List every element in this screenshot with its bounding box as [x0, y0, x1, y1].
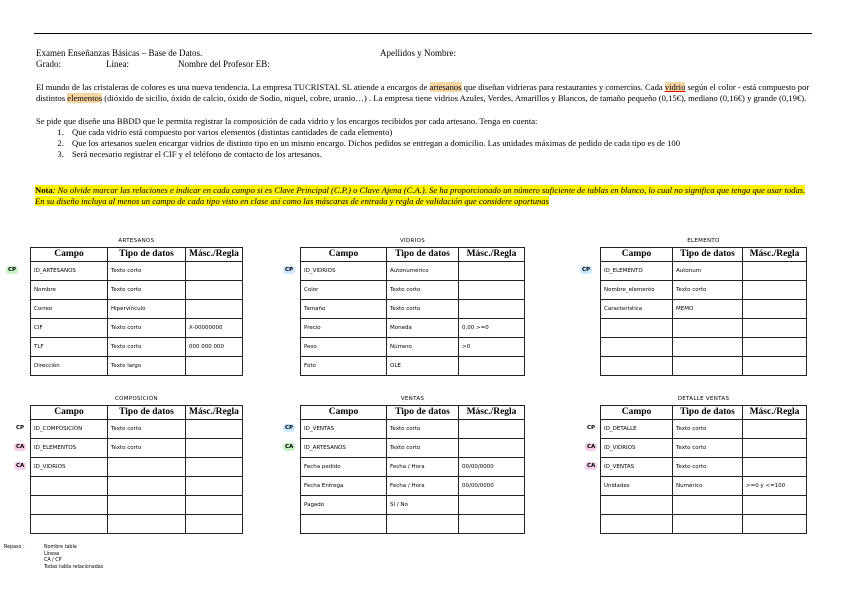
cell-masc[interactable]: [186, 419, 243, 438]
key-marker: CA: [587, 444, 596, 450]
top-rule: [34, 33, 812, 34]
column-header-masc: Másc./Regla: [186, 247, 243, 261]
cell-masc[interactable]: [459, 419, 525, 438]
cell-tipo[interactable]: Texto corto: [108, 261, 186, 280]
requirement-item: 3. Será necesario registrar el CIF y el teléfono de contacto de los artesanos.: [66, 149, 826, 160]
intro-paragraph: El mundo de las cristaleras de colores es una nueva tendencia. La empresa TUCRISTAL SL atiende a encargos de artesanos que diseñan vidrieras para restaurantes y comercios. Cada vidrio según el color - está compuesto por distintos elementos (dióxido de sicilio, óxido de calcio, óxido de Sodio, niquel, cobre, uranio…) . La empresa tiene vidrios Azules, Verdes, Amarillos y Blancos, de tamaño pequeño (0,15€), mediano (0,16€) y grande (0,19€).: [36, 82, 810, 103]
cell-campo[interactable]: CIF: [31, 318, 108, 337]
cell-tipo[interactable]: [673, 356, 743, 375]
cell-tipo[interactable]: Texto corto: [387, 419, 459, 438]
cell-tipo[interactable]: Texto corto: [108, 419, 186, 438]
cell-masc[interactable]: [186, 495, 243, 514]
requirement-item: 2. Que los artesanos suelen encargar vidrios de distinto tipo en un mismo encargo. Dichos pedidos se entregan a domicilio. Las unidades máximas de pedido de cada tipo es de 100: [66, 138, 826, 149]
cell-masc[interactable]: [743, 337, 807, 356]
exam-title: Examen Enseñanzas Básicas – Base de Datos.: [36, 48, 203, 58]
key-marker: CA: [587, 463, 596, 469]
table-row: [601, 261, 807, 280]
table-row: [601, 438, 807, 457]
cell-campo[interactable]: Color: [301, 280, 387, 299]
cell-campo[interactable]: [601, 514, 673, 533]
cell-campo[interactable]: Unidades: [601, 476, 673, 495]
cell-masc[interactable]: [186, 280, 243, 299]
highlight-elementos: elementos: [67, 92, 103, 103]
cell-masc[interactable]: [459, 514, 525, 533]
key-marker: CA: [285, 444, 294, 450]
column-header-tipo: Tipo de datos: [108, 247, 186, 261]
cell-tipo[interactable]: [673, 514, 743, 533]
table-title: VENTAS: [301, 394, 525, 405]
table-row: [31, 318, 243, 337]
column-header-campo: Campo: [301, 405, 387, 419]
table-row: [301, 495, 525, 514]
cell-masc[interactable]: >0: [459, 337, 525, 356]
table-row: [31, 514, 243, 533]
cell-campo[interactable]: Precio: [301, 318, 387, 337]
table-row: [301, 280, 525, 299]
table-row: [301, 476, 525, 495]
cell-campo[interactable]: Foto: [301, 356, 387, 375]
cell-campo[interactable]: ID_COMPOSICIÓN: [31, 419, 108, 438]
cell-masc[interactable]: [186, 457, 243, 476]
cell-masc[interactable]: [459, 299, 525, 318]
cell-masc[interactable]: X-00000000: [186, 318, 243, 337]
task-paragraph: Se pide que diseñe una BBDD que le permita registrar la composición de cada vidrio y los encargos recibidos por cada artesano. Tenga en cuenta:: [36, 116, 538, 126]
key-marker: CA: [16, 463, 25, 469]
cell-tipo[interactable]: [387, 514, 459, 533]
table-row: [601, 318, 807, 337]
column-header-tipo: Tipo de datos: [387, 247, 459, 261]
column-header-tipo: Tipo de datos: [387, 405, 459, 419]
column-header-tipo: Tipo de datos: [673, 405, 743, 419]
table-row: [601, 299, 807, 318]
table-row: [31, 495, 243, 514]
cell-masc[interactable]: [186, 476, 243, 495]
cell-campo[interactable]: [601, 318, 673, 337]
cell-masc[interactable]: [743, 356, 807, 375]
cell-masc[interactable]: [459, 356, 525, 375]
table-row: [31, 419, 243, 438]
nota-block: [35, 185, 815, 207]
cell-masc[interactable]: [186, 356, 243, 375]
table-row: [31, 457, 243, 476]
key-marker: CP: [285, 425, 294, 431]
cell-campo[interactable]: ID_ELEMENTO: [601, 261, 673, 280]
cell-tipo[interactable]: Texto corto: [108, 318, 186, 337]
cell-campo[interactable]: ID_VENTAS: [301, 419, 387, 438]
cell-tipo[interactable]: Texto largo: [108, 356, 186, 375]
table-title: VIDRIOS: [301, 236, 525, 247]
key-marker: CP: [587, 425, 596, 431]
cell-campo[interactable]: Fecha pedido: [301, 457, 387, 476]
table-ventas: [300, 394, 525, 534]
column-header-masc: Másc./Regla: [459, 405, 525, 419]
cell-campo[interactable]: Tamaño: [301, 299, 387, 318]
cell-masc[interactable]: [743, 514, 807, 533]
cell-masc[interactable]: [743, 438, 807, 457]
cell-campo[interactable]: Peso: [301, 337, 387, 356]
table-artesanos: [30, 236, 243, 376]
cell-campo[interactable]: Nombre: [31, 280, 108, 299]
table-elemento: [600, 236, 807, 376]
column-header-masc: Másc./Regla: [186, 405, 243, 419]
table-row: [601, 457, 807, 476]
cell-masc[interactable]: [186, 438, 243, 457]
table-row: [301, 457, 525, 476]
highlight-vidrio: vidrio: [664, 82, 686, 92]
cell-tipo[interactable]: Texto corto: [108, 337, 186, 356]
column-header-tipo: Tipo de datos: [673, 247, 743, 261]
cell-tipo[interactable]: Texto corto: [673, 457, 743, 476]
key-marker: CP: [16, 425, 25, 431]
cell-masc[interactable]: [743, 419, 807, 438]
cell-campo[interactable]: [31, 476, 108, 495]
key-marker: CP: [582, 267, 591, 273]
cell-tipo[interactable]: [673, 318, 743, 337]
column-header-masc: Másc./Regla: [743, 247, 807, 261]
cell-masc[interactable]: [743, 280, 807, 299]
table-title: ELEMENTO: [601, 236, 807, 247]
cell-tipo[interactable]: Autonum: [673, 261, 743, 280]
cell-tipo[interactable]: Sí / No: [387, 495, 459, 514]
cell-tipo[interactable]: Texto corto: [387, 280, 459, 299]
profesor-label: Nombre del Profesor EB:: [178, 59, 270, 69]
cell-masc[interactable]: [459, 261, 525, 280]
key-marker: CA: [16, 444, 25, 450]
table-row: [31, 280, 243, 299]
cell-masc[interactable]: [743, 299, 807, 318]
cell-masc[interactable]: [743, 495, 807, 514]
cell-masc[interactable]: [459, 495, 525, 514]
cell-tipo[interactable]: Fecha / Hora: [387, 476, 459, 495]
cell-campo[interactable]: ID_VIDRIOS: [601, 438, 673, 457]
repaso-notes: Nombre tabla Líneas CA / CP Todas tabla relacionadas: [44, 545, 104, 570]
cell-tipo[interactable]: OLE: [387, 356, 459, 375]
table-row: [31, 299, 243, 318]
table-row: [31, 356, 243, 375]
cell-masc[interactable]: 000 000 000: [186, 337, 243, 356]
cell-tipo[interactable]: Texto corto: [108, 280, 186, 299]
cell-tipo[interactable]: Fecha / Hora: [387, 457, 459, 476]
cell-tipo[interactable]: Moneda: [387, 318, 459, 337]
cell-tipo[interactable]: [673, 495, 743, 514]
cell-campo[interactable]: ID_ARTESANOS: [301, 438, 387, 457]
cell-campo[interactable]: ID_VENTAS: [601, 457, 673, 476]
table-title: DETALLE VENTAS: [601, 394, 807, 405]
cell-campo[interactable]: ID_VIDRIOS: [301, 261, 387, 280]
column-header-campo: Campo: [601, 247, 673, 261]
cell-tipo[interactable]: [108, 457, 186, 476]
table-row: [301, 318, 525, 337]
column-header-tipo: Tipo de datos: [108, 405, 186, 419]
table-row: [601, 280, 807, 299]
key-marker: CP: [8, 267, 17, 273]
cell-campo[interactable]: ID_VIDRIOS: [31, 457, 108, 476]
cell-tipo[interactable]: Texto corto: [108, 438, 186, 457]
column-header-masc: Másc./Regla: [743, 405, 807, 419]
cell-campo[interactable]: Fecha Entrega: [301, 476, 387, 495]
cell-campo[interactable]: Correo: [31, 299, 108, 318]
cell-masc[interactable]: >=0 y <=100: [743, 476, 807, 495]
nota-label: Nota: [35, 185, 53, 195]
table-row: [301, 356, 525, 375]
column-header-campo: Campo: [31, 405, 108, 419]
cell-tipo[interactable]: [108, 514, 186, 533]
table-vidrios: [300, 236, 525, 376]
cell-masc[interactable]: [186, 299, 243, 318]
cell-tipo[interactable]: [108, 476, 186, 495]
cell-campo[interactable]: [601, 356, 673, 375]
cell-tipo[interactable]: [108, 495, 186, 514]
cell-tipo[interactable]: Texto corto: [673, 438, 743, 457]
column-header-masc: Másc./Regla: [459, 247, 525, 261]
requirement-item: 1. Que cada vidrio está compuesto por varios elementos (distintas cantidades de cada elemento): [66, 127, 826, 138]
table-row: [601, 495, 807, 514]
column-header-campo: Campo: [301, 247, 387, 261]
table-row: [301, 299, 525, 318]
cell-tipo[interactable]: MEMO: [673, 299, 743, 318]
cell-masc[interactable]: [743, 261, 807, 280]
cell-campo[interactable]: [601, 495, 673, 514]
cell-masc[interactable]: [186, 514, 243, 533]
cell-tipo[interactable]: Numérico: [673, 476, 743, 495]
grado-label: Grado:: [36, 59, 61, 69]
cell-tipo[interactable]: Texto corto: [387, 299, 459, 318]
cell-campo[interactable]: [301, 514, 387, 533]
table-row: [301, 419, 525, 438]
table-row: [31, 438, 243, 457]
linea-label: Línea:: [106, 59, 129, 69]
table-row: [301, 261, 525, 280]
cell-campo[interactable]: TLF: [31, 337, 108, 356]
cell-tipo[interactable]: Número: [387, 337, 459, 356]
table-row: [301, 337, 525, 356]
cell-masc[interactable]: [186, 261, 243, 280]
nota-text: : No olvide marcar las relaciones e indicar en cada campo si es Clave Principal (C.P.) o Clave Ajena (C.A.). Se ha proporcionado un número suficiente de tablas en blanco, lo cual no significa que tenga que usar todas. En su diseño incluya al menos un campo de cada tipo visto en clase así como las máscaras de entrada y regla de validación que considere oportunas: [35, 185, 806, 206]
column-header-campo: Campo: [31, 247, 108, 261]
cell-campo[interactable]: [31, 495, 108, 514]
table-row: [601, 514, 807, 533]
table-row: [601, 356, 807, 375]
cell-masc[interactable]: [459, 280, 525, 299]
table-title: COMPOSICIÓN: [31, 394, 243, 405]
requirements-list: [52, 127, 826, 159]
highlight-artesanos: artesanos: [429, 82, 462, 92]
cell-campo[interactable]: Dirección: [31, 356, 108, 375]
table-row: [301, 438, 525, 457]
cell-tipo[interactable]: Texto corto: [673, 419, 743, 438]
cell-campo[interactable]: ID_DETALLE: [601, 419, 673, 438]
cell-tipo[interactable]: Hipervínculo: [108, 299, 186, 318]
table-row: [601, 476, 807, 495]
cell-tipo[interactable]: Texto corto: [673, 280, 743, 299]
cell-tipo[interactable]: Autonumérico: [387, 261, 459, 280]
cell-masc[interactable]: 00/00/0000: [459, 476, 525, 495]
table-row: [31, 261, 243, 280]
cell-campo[interactable]: [31, 514, 108, 533]
cell-masc[interactable]: [743, 457, 807, 476]
table-detalle-ventas: [600, 394, 807, 534]
apellidos-label: Apellidos y Nombre:: [380, 48, 456, 58]
cell-campo[interactable]: Característica: [601, 299, 673, 318]
cell-masc[interactable]: [459, 438, 525, 457]
repaso-label: Repaso :: [4, 545, 25, 550]
table-row: [31, 337, 243, 356]
cell-masc[interactable]: 00/00/0000: [459, 457, 525, 476]
cell-campo[interactable]: ID_ELEMENTOS: [31, 438, 108, 457]
column-header-campo: Campo: [601, 405, 673, 419]
cell-campo[interactable]: Pagado: [301, 495, 387, 514]
table-row: [601, 337, 807, 356]
cell-masc[interactable]: [743, 318, 807, 337]
table-row: [31, 476, 243, 495]
table-composicion: [30, 394, 243, 534]
cell-campo[interactable]: ID_ARTESANOS: [31, 261, 108, 280]
table-title: ARTESANOS: [31, 236, 243, 247]
cell-campo[interactable]: Nombre_elemento: [601, 280, 673, 299]
key-marker: CP: [285, 267, 294, 273]
cell-tipo[interactable]: Texto corto: [387, 438, 459, 457]
cell-tipo[interactable]: [673, 337, 743, 356]
table-row: [601, 419, 807, 438]
cell-masc[interactable]: 0,00 >=0: [459, 318, 525, 337]
cell-campo[interactable]: [601, 337, 673, 356]
table-row: [301, 514, 525, 533]
